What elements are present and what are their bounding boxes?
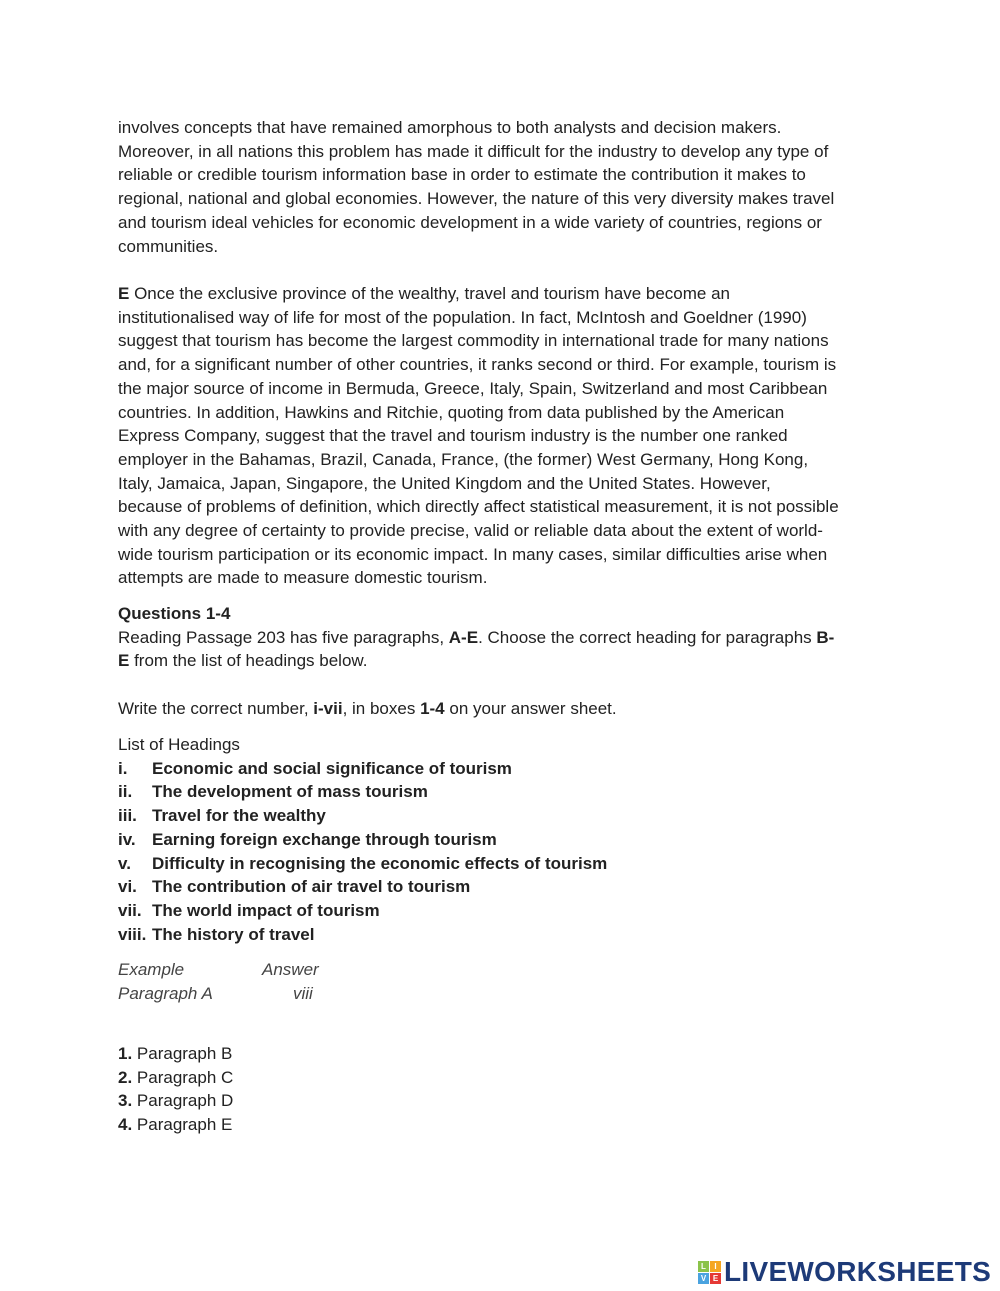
answer-number: 1. [118,1044,133,1063]
heading-text: The world impact of tourism [152,900,380,920]
text-line: involves concepts that have remained amorphous to both analysts and decision makers. [118,118,782,137]
heading-item [118,875,898,899]
heading-item [118,899,898,923]
heading-numeral: vi. [118,877,137,897]
text-span: A-E [448,627,479,647]
answer-text: Paragraph E [132,1115,233,1135]
answer-item [118,1066,898,1090]
text-line: and, for a significant number of other countries, it ranks second or third. For example, tourism is [118,355,837,375]
answer-list [118,1042,898,1137]
answer-text: Paragraph C [132,1067,234,1087]
text-span: , in boxes [342,699,421,718]
questions-heading: Questions 1-4 [118,604,231,623]
text-line: suggest that tourism has become the largest commodity in international trade for many nations [118,331,829,351]
heading-numeral: vii. [118,900,142,920]
paragraph-letter: E [118,284,130,303]
logo-cube: E [710,1273,721,1284]
text-line: attempts are made to measure domestic tourism. [118,568,488,588]
text-span: on your answer sheet. [444,699,617,718]
logo-cube: L [698,1261,709,1272]
text-line: and tourism ideal vehicles for economic development in a wide variety of countries, regions or [118,212,822,232]
heading-item [118,780,898,804]
answer-text: Paragraph B [132,1044,233,1063]
heading-item [118,828,898,852]
heading-numeral: iii. [118,806,137,826]
heading-item [118,852,898,876]
text-line: Moreover, in all nations this problem has made it difficult for the industry to develop any type of [118,141,829,161]
example-paragraph: Paragraph A [118,983,213,1003]
text-line: Express Company, suggest that the travel and tourism industry is the number one ranked [118,426,788,446]
questions-instructions [118,602,898,673]
paragraph-d [118,116,898,258]
liveworksheets-logo [698,1256,991,1288]
heading-text: The history of travel [152,924,315,944]
text-span: B- [816,627,835,647]
text-line: Italy, Jamaica, Japan, Singapore, the United Kingdom and the United States. However, [118,473,771,493]
logo-cube: V [698,1273,709,1284]
write-instruction [118,697,898,721]
answer-item [118,1113,898,1137]
heading-text: The development of mass tourism [152,782,428,802]
answer-item [118,1089,898,1113]
heading-item [118,923,898,947]
heading-item [118,804,898,828]
heading-text: Difficulty in recognising the economic effects of tourism [152,853,608,873]
heading-numeral: iv. [118,829,136,849]
text-span: Write the correct number, [118,699,314,718]
heading-numeral: i. [118,758,128,778]
heading-text: Economic and social significance of tourism [152,758,512,778]
logo-cubes-icon [698,1261,721,1284]
text-line: communities. [118,236,219,256]
paragraph-e [118,282,898,590]
heading-numeral: v. [118,853,131,873]
text-span: Reading Passage 203 has five paragraphs, [118,627,449,647]
answer-text: Paragraph D [132,1091,234,1111]
text-line [118,649,898,673]
text-line: the major source of income in Bermuda, Greece, Italy, Spain, Switzerland and most Caribbean [118,378,828,398]
logo-text: LIVEWORKSHEETS [724,1256,992,1287]
answer-label: Answer [262,960,319,979]
text-line [118,282,898,306]
heading-numeral: ii. [118,782,133,802]
text-span: . Choose the correct heading for paragraphs [478,627,817,647]
answer-number: 4. [118,1115,133,1135]
text-span: from the list of headings below. [129,651,368,671]
answer-item [118,1042,898,1066]
list-of-headings [118,733,898,946]
text-line: reliable or credible tourism information base in order to estimate the contribution it makes to [118,165,806,185]
text-line: countries. In addition, Hawkins and Ritchie, quoting from data published by the American [118,402,785,422]
text-span: E [118,651,130,671]
text-span: Once the exclusive province of the wealthy, travel and tourism have become an [129,284,731,303]
text-line: institutionalised way of life for most of the population. In fact, McIntosh and Goeldner (1990) [118,307,807,327]
example-block [118,958,898,1005]
heading-item [118,757,898,781]
text-line: wide tourism participation or its economic impact. In many cases, similar difficulties arise when [118,544,828,564]
answer-number: 2. [118,1067,133,1087]
list-title: List of Headings [118,735,240,754]
heading-numeral: viii. [118,924,147,944]
example-label: Example [118,960,185,979]
heading-text: The contribution of air travel to tourism [152,877,471,897]
text-line: with any degree of certainty to provide precise, valid or reliable data about the extent of world- [118,521,823,541]
answer-number: 3. [118,1091,133,1111]
text-line: because of problems of definition, which directly affect statistical measurement, it is not possible [118,497,839,517]
example-answer: viii [293,983,313,1003]
logo-cube: I [710,1261,721,1272]
text-span: i-vii [313,699,343,718]
heading-text: Earning foreign exchange through tourism [152,829,497,849]
text-line [118,626,898,650]
heading-text: Travel for the wealthy [152,806,326,826]
text-span: 1-4 [420,699,445,718]
text-line: employer in the Bahamas, Brazil, Canada, France, (the former) West Germany, Hong Kong, [118,449,809,469]
text-line: regional, national and global economies. However, the nature of this very diversity makes travel [118,189,835,209]
